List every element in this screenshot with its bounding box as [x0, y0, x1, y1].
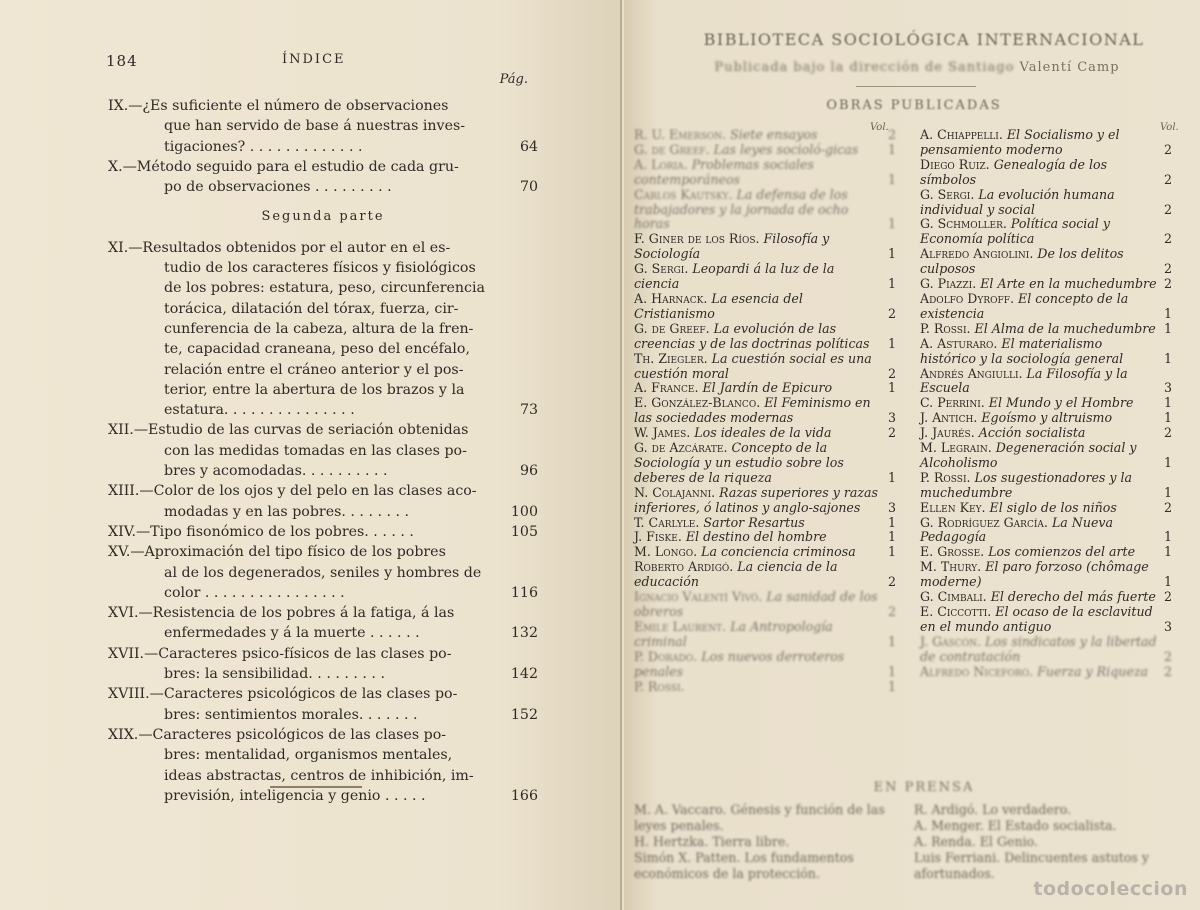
catalog-item: [920, 247, 1172, 277]
catalog-item: [634, 232, 896, 262]
volume-count: 2: [887, 574, 896, 590]
volume-count: 1: [1163, 544, 1172, 560]
book-author: J. Antich.: [920, 410, 978, 426]
toc-entry-line: XVII.—Caracteres psico-físicos de las clases po-: [108, 645, 452, 662]
book-title: Las leyes socioló-gicas: [713, 141, 859, 157]
in-press-item: H. Hertzka. Tierra libre.: [634, 834, 790, 849]
watermark-logo: todocoleccion: [1033, 878, 1188, 900]
toc-entry-line: bres: sentimientos morales. . . . . . .: [164, 706, 418, 723]
toc-entry-line: te, capacidad craneana, peso del encéfalo,: [164, 341, 470, 358]
toc-entry-line: de los pobres: estatura, peso, circunferencia: [164, 280, 485, 297]
toc-entry-line: con las medidas tomadas en las clases po-: [164, 442, 467, 459]
toc-entry-line: X.—Método seguido para el estudio de cada gru-: [108, 158, 459, 175]
book-title: Razas superiores y razas inferiores, ó latinos y anglo-sajones: [634, 484, 878, 515]
volume-count: 3: [1163, 618, 1172, 634]
book-title: Los sindicatos y la libertad de contratación: [920, 633, 1157, 664]
toc-entry: [108, 420, 538, 481]
book-author: M. Thury.: [920, 559, 982, 575]
volume-count: 2: [887, 604, 896, 619]
toc-page-number: 105: [510, 523, 538, 540]
book-author: G. de Greef.: [634, 320, 710, 336]
toc-entry-line: relación entre el cráneo anterior y el pos-: [164, 361, 464, 378]
book-author: A. Chiappelli.: [920, 127, 1003, 142]
catalog-item: [920, 277, 1172, 292]
catalog-item: [634, 262, 896, 292]
in-press-column-left: [634, 802, 894, 882]
catalog-item: [920, 367, 1172, 397]
toc-entry-line: XVIII.—Caracteres psicológicos de las clases po-: [108, 686, 458, 703]
toc-entry-line: bres y acomodadas. . . . . . . . . .: [164, 463, 388, 480]
book-author: Ignacio Valentí Vivó.: [634, 589, 763, 605]
book-author: P. Rossi.: [634, 678, 685, 694]
book-title: Los comienzos del arte: [988, 544, 1136, 560]
catalog-item: [634, 143, 896, 158]
book-author: G. Rodríguez García.: [920, 514, 1048, 530]
book-author: Ellen Key.: [920, 499, 986, 515]
toc-entry-line: XIII.—Color de los ojos y del pelo en las clases aco-: [108, 483, 477, 500]
catalog-item: [634, 650, 896, 680]
book-author: P. Dorado.: [634, 648, 698, 664]
end-rule: [270, 786, 362, 788]
book-title: El Jardín de Epicuro: [702, 380, 833, 396]
header-rule: [856, 86, 976, 87]
catalog-item: [634, 352, 896, 382]
in-press-heading: EN PRENSA: [873, 780, 975, 795]
toc-entry-line: XVI.—Resistencia de los pobres á la fatiga, á las: [108, 605, 455, 622]
catalog-item: [634, 545, 896, 560]
volume-count: 2: [1163, 276, 1172, 292]
volume-count: 2: [887, 365, 896, 381]
volume-count: 2: [1163, 663, 1172, 679]
volume-count: 1: [887, 514, 896, 530]
book-author: J. Fiske.: [634, 529, 682, 545]
catalog-item: [634, 516, 896, 531]
volume-count: 1: [1163, 484, 1172, 500]
in-press-item: A. Menger. El Estado socialista.: [914, 818, 1117, 833]
volume-count: 2: [1163, 141, 1172, 157]
toc-entry-line: bres: la sensibilidad. . . . . . . . .: [164, 666, 385, 683]
book-author: Adolfo Dyroff.: [920, 290, 1014, 306]
book-title: El Feminismo en las sociedades modernas: [634, 395, 871, 426]
book-title: Egoísmo y altruismo: [981, 410, 1113, 426]
volume-count: 2: [1163, 648, 1172, 664]
page-number: 184: [106, 52, 138, 70]
section-heading: Segunda parte: [261, 209, 385, 225]
catalog-item: [634, 158, 896, 188]
book-author: G. Sergi.: [920, 186, 975, 202]
subtitle-editor: Valentí Camp: [1019, 60, 1120, 75]
volume-count: 2: [1163, 261, 1172, 277]
toc-page-number: 116: [510, 584, 538, 601]
book-author: M. Legrain.: [920, 440, 992, 456]
volume-count: 1: [1163, 395, 1172, 411]
in-press-item: A. Renda. El Genio.: [914, 834, 1038, 849]
book-author: G. Sergi.: [634, 261, 689, 277]
catalog-item: [920, 501, 1172, 516]
book-author: Alfredo Angiolini.: [920, 246, 1034, 262]
book-title: Filosofía y Sociología: [634, 231, 830, 262]
book-author: G. de Greef.: [634, 141, 710, 157]
book-author: M. Longo.: [634, 544, 698, 560]
catalog-item: [634, 426, 896, 441]
catalog-item: [634, 128, 896, 143]
book-title: Leopardi á la luz de la ciencia: [634, 261, 835, 292]
book-author: A. Asturaro.: [920, 335, 998, 351]
toc-entry-line: ideas abstractas, centros de inhibición, im-: [164, 767, 474, 784]
book-title: Política social y Economía política: [920, 216, 1110, 247]
table-of-contents: [108, 96, 538, 806]
catalog-item: [634, 560, 896, 590]
vol-label-left: Vol.: [870, 122, 889, 133]
book-title: El materialismo histórico y la sociología general: [920, 335, 1124, 366]
toc-entry-line: XI.—Resultados obtenidos por el autor en el es-: [108, 239, 451, 256]
book-author: T. Carlyle.: [634, 514, 700, 530]
toc-entry-line: al de los degenerados, seniles y hombres de: [164, 564, 482, 581]
in-press-item: M. A. Vaccaro. Génesis y función de las leyes penales.: [634, 802, 885, 833]
toc-entry: [108, 522, 538, 542]
book-author: E. Grosse.: [920, 544, 985, 560]
book-title: La evolución de las creencias y de las doctrinas políticas: [634, 320, 870, 351]
toc-page-number: 132: [510, 625, 538, 642]
book-title: Los ideales de la vida: [694, 425, 832, 441]
book-title: El paro forzoso (chômage moderne): [920, 559, 1149, 590]
toc-entry-line: XIX.—Caracteres psicológicos de las clases po-: [108, 726, 447, 743]
catalog-item: [920, 665, 1172, 680]
book-author: R. U. Emerson.: [634, 127, 727, 142]
volume-count: 1: [887, 663, 896, 679]
volume-count: 1: [887, 380, 896, 396]
book-author: Emile Laurent.: [634, 618, 727, 634]
toc-entry: [108, 481, 538, 522]
catalog-item: [634, 381, 896, 396]
book-author: E. Ciccotti.: [920, 604, 992, 619]
book-title: De los delitos culposos: [920, 246, 1124, 277]
book-author: J. Gascón.: [920, 633, 981, 649]
book-title: La Nueva Pedagogía: [920, 514, 1114, 545]
volume-count: 3: [1163, 380, 1172, 396]
book-author: E. González-Blanco.: [634, 395, 761, 411]
volume-count: 1: [887, 335, 896, 351]
catalog-item: [920, 337, 1172, 367]
book-title: El siglo de los niños: [989, 499, 1117, 515]
toc-entry-line: tigaciones? . . . . . . . . . . . . .: [164, 138, 363, 155]
toc-entry: [108, 238, 538, 421]
toc-entry-line: terior, entre la abertura de los brazos y la: [164, 381, 465, 398]
volume-count: 1: [887, 469, 896, 485]
toc-entry: [108, 644, 538, 685]
volume-count: 1: [1163, 410, 1172, 426]
book-title: Concepto de la Sociología y un estudio sobre los deberes de la riqueza: [634, 440, 844, 485]
toc-entry: [108, 684, 538, 725]
catalog-item: [920, 590, 1172, 605]
volume-count: 1: [887, 633, 896, 649]
catalog-item: [920, 471, 1172, 501]
in-press-item: Luis Ferriani. Delincuentes astutos y afortunados.: [914, 850, 1149, 881]
book-title: El Alma de la muchedumbre: [974, 320, 1156, 336]
toc-entry-line: que han servido de base á nuestras inves-: [164, 118, 466, 135]
book-title: La ciencia de la educación: [634, 559, 838, 590]
catalog-item: [634, 620, 896, 650]
volume-count: 1: [887, 529, 896, 545]
book-author: G. Cimbali.: [920, 589, 987, 605]
toc-entry-line: modadas y en las pobres. . . . . . . .: [164, 503, 410, 520]
catalog-item: [634, 486, 896, 516]
catalog-column-left: [634, 128, 896, 694]
book-title: El Arte en la muchedumbre: [980, 276, 1157, 292]
toc-entry-line: IX.—¿Es suficiente el número de observaciones: [108, 98, 449, 114]
book-author: G. Schmoller.: [920, 216, 1007, 232]
catalog-item: [920, 441, 1172, 471]
book-title: La cuestión social es una cuestión moral: [634, 350, 872, 381]
book-title: Los nuevos derroteros penales: [634, 648, 845, 679]
book-title: El concepto de la existencia: [920, 290, 1129, 321]
volume-count: 2: [1163, 171, 1172, 187]
book-author: J. Jaurés.: [920, 425, 975, 441]
book-title: La conciencia criminosa: [701, 544, 856, 560]
book-author: Carlos Kautsky.: [634, 186, 733, 202]
toc-entry-line: estatura. . . . . . . . . . . . . . .: [164, 402, 355, 419]
toc-page-number: 142: [510, 666, 538, 683]
volume-count: 3: [887, 499, 896, 515]
book-author: Th. Ziegler.: [634, 350, 708, 366]
catalog-item: [920, 217, 1172, 247]
toc-entry: [108, 725, 538, 806]
catalog-item: [920, 426, 1172, 441]
catalog-item: [634, 292, 896, 322]
volume-count: 2: [887, 127, 896, 142]
toc-entry-line: color . . . . . . . . . . . . . . . .: [164, 584, 345, 601]
toc-entry-line: XII.—Estudio de las curvas de seriación obtenidas: [108, 422, 469, 439]
volume-count: 1: [1163, 305, 1172, 321]
toc-entry-line: XV.—Aproximación del tipo físico de los pobres: [108, 544, 446, 561]
book-title: La Antropología criminal: [634, 618, 833, 649]
volume-count: 1: [1163, 350, 1172, 366]
toc-page-number: 152: [510, 706, 538, 723]
toc-page-number: 70: [519, 179, 538, 196]
in-press-item: R. Ardigó. Lo verdadero.: [914, 802, 1072, 817]
catalog-item: [920, 635, 1172, 665]
toc-entry: [108, 603, 538, 644]
book-title: La Filosofía y la Escuela: [920, 365, 1128, 396]
book-title: La esencia del Cristianismo: [634, 290, 803, 321]
volume-count: 1: [1163, 574, 1172, 590]
catalog-item: [920, 158, 1172, 188]
book-author: A. Loria.: [634, 156, 688, 172]
book-author: C. Perrini.: [920, 395, 985, 411]
book-title: La evolución humana individual y social: [920, 186, 1115, 217]
book-author: A. Harnack.: [634, 290, 708, 306]
catalog-item: [920, 292, 1172, 322]
volume-count: 3: [887, 410, 896, 426]
vol-label-right: Vol.: [1160, 122, 1179, 133]
toc-entry-line: po de observaciones . . . . . . . . .: [164, 179, 392, 196]
volume-count: 2: [887, 305, 896, 321]
book-title: El derecho del más fuerte: [990, 589, 1156, 605]
catalog-item: [920, 605, 1172, 635]
book-author: F. Giner de los Ríos.: [634, 231, 760, 247]
volume-count: 2: [887, 425, 896, 441]
book-title: Los sugestionadores y la muchedumbre: [920, 469, 1133, 500]
book-author: Alfredo Niceforo.: [920, 663, 1034, 679]
volume-count: 1: [1163, 320, 1172, 336]
in-press-column-right: [914, 802, 1174, 882]
volume-count: 2: [1163, 499, 1172, 515]
catalog-item: [920, 322, 1172, 337]
book-author: P. Rossi.: [920, 469, 971, 485]
volume-count: 1: [887, 246, 896, 262]
volume-count: 2: [1163, 425, 1172, 441]
book-title: La defensa de los trabajadores y la jornada de ocho horas: [634, 186, 849, 232]
series-title: BIBLIOTECA SOCIOLÓGICA INTERNACIONAL: [703, 30, 1145, 49]
volume-count: 1: [1163, 454, 1172, 470]
catalog-item: [634, 396, 896, 426]
published-works-heading: OBRAS PUBLICADAS: [826, 98, 1002, 113]
catalog-item: [920, 411, 1172, 426]
book-title: El ocaso de la esclavitud en el mundo antiguo: [920, 604, 1153, 634]
catalog-item: [634, 530, 896, 545]
catalog-item: [634, 680, 896, 695]
toc-page-number: 96: [519, 463, 538, 480]
catalog-column-right: [920, 128, 1172, 680]
catalog-item: [920, 545, 1172, 560]
volume-count: 1: [887, 141, 896, 157]
catalog-item: [634, 590, 896, 620]
right-page: [624, 0, 1200, 910]
book-author: N. Colajanni.: [634, 484, 716, 500]
catalog-item: [920, 560, 1172, 590]
toc-entry-line: torácica, dilatación del tórax, fuerza, cir-: [164, 300, 459, 317]
toc-page-number: 73: [519, 402, 538, 419]
catalog-item: [634, 188, 896, 233]
volume-count: 1: [887, 544, 896, 560]
book-author: Andrés Angiulli.: [920, 365, 1023, 381]
catalog-item: [920, 396, 1172, 411]
subtitle-publisher: Publicada bajo la dirección de Santiago: [714, 60, 1020, 75]
toc-entry: [108, 96, 538, 157]
book-title: Genealogía de los símbolos: [920, 156, 1108, 187]
book-title: La sanidad de los obreros: [634, 589, 878, 619]
toc-entry-line: tudio de los caracteres físicos y fisiológicos: [164, 260, 476, 277]
toc-entry: [108, 157, 538, 198]
volume-count: 1: [887, 678, 896, 694]
volume-count: 1: [1163, 529, 1172, 545]
book-title: Acción socialista: [978, 425, 1086, 441]
catalog-item: [634, 322, 896, 352]
book-author: P. Rossi.: [920, 320, 971, 336]
book-title: Degeneración social y Alcoholismo: [920, 440, 1137, 470]
book-title: El Socialismo y el pensamiento moderno: [920, 127, 1120, 157]
book-author: A. France.: [634, 380, 699, 396]
toc-entry-line: XIV.—Tipo fisonómico de los pobres. . . . . .: [108, 523, 414, 540]
volume-count: 1: [887, 171, 896, 187]
volume-count: 1: [887, 216, 896, 232]
catalog-item: [634, 441, 896, 486]
series-subtitle: [652, 60, 1182, 75]
toc-entry-line: bres: mentalidad, organismos mentales,: [164, 747, 453, 764]
toc-entry-line: previsión, inteligencia y genio . . . . .: [164, 787, 426, 804]
page-column-label: Pág.: [499, 72, 528, 87]
toc-page-number: 100: [510, 503, 538, 520]
catalog-item: [920, 516, 1172, 546]
book-author: G. Piazzi.: [920, 276, 977, 292]
toc-page-number: 64: [519, 138, 538, 155]
book-author: Diego Ruiz.: [920, 156, 990, 172]
volume-count: 2: [1163, 201, 1172, 217]
toc-entry: [108, 542, 538, 603]
book-title: Siete ensayos: [730, 127, 818, 142]
catalog-item: [920, 188, 1172, 218]
toc-entry-line: cunferencia de la cabeza, altura de la fren-: [164, 320, 474, 337]
in-press-item: Simón X. Patten. Los fundamentos económicos de la protección.: [634, 850, 854, 881]
book-title: Fuerza y Riqueza: [1037, 663, 1148, 679]
book-author: Roberto Ardigó.: [634, 559, 734, 575]
book-author: G. de Azcárate.: [634, 440, 728, 456]
book-author: W. James.: [634, 425, 691, 441]
book-title: El destino del hombre: [685, 529, 827, 545]
volume-count: 1: [887, 276, 896, 292]
running-title: ÍNDICE: [282, 52, 346, 67]
toc-entry-line: enfermedades y á la muerte . . . . . .: [164, 625, 420, 642]
toc-page-number: 166: [510, 787, 538, 804]
catalog-item: [920, 128, 1172, 158]
book-title: El Mundo y el Hombre: [988, 395, 1134, 411]
book-title: Sartor Resartus: [703, 514, 805, 530]
volume-count: 2: [1163, 589, 1172, 605]
book-title: Problemas sociales contemporáneos: [634, 156, 814, 187]
volume-count: 2: [1163, 231, 1172, 247]
